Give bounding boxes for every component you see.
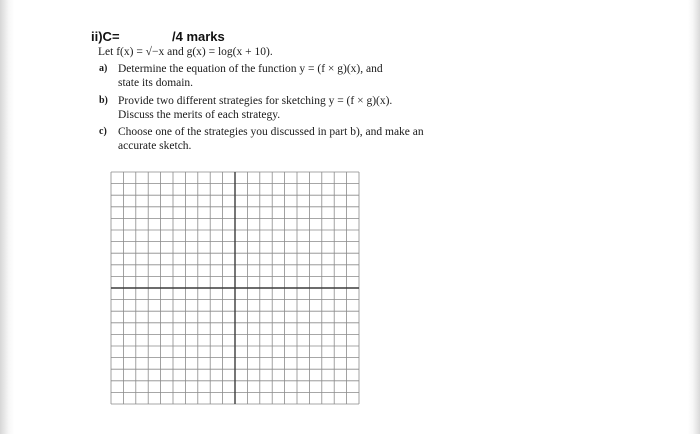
- question-label: ii)C=: [91, 29, 120, 44]
- part-b-label: b): [99, 95, 108, 106]
- part-a-line-1: Determine the equation of the function y = (f × g)(x), and: [118, 63, 383, 75]
- part-c-label: c): [99, 126, 107, 137]
- f-definition: f(x) = √−x: [116, 46, 165, 58]
- part-c-line-2: accurate sketch.: [118, 140, 192, 152]
- intro-and: and: [164, 46, 187, 58]
- part-b-line-1: Provide two different strategies for sketching y = (f × g)(x).: [118, 95, 393, 107]
- marks-label: /4 marks: [172, 29, 225, 44]
- g-definition: g(x) = log(x + 10).: [186, 46, 273, 58]
- part-c-line-1: Choose one of the strategies you discussed in part b), and make an: [118, 126, 424, 138]
- part-b-line-2: Discuss the merits of each strategy.: [118, 109, 281, 121]
- intro-lead: Let: [98, 46, 117, 58]
- part-a-label: a): [99, 63, 108, 74]
- part-a-line-2: state its domain.: [118, 77, 194, 89]
